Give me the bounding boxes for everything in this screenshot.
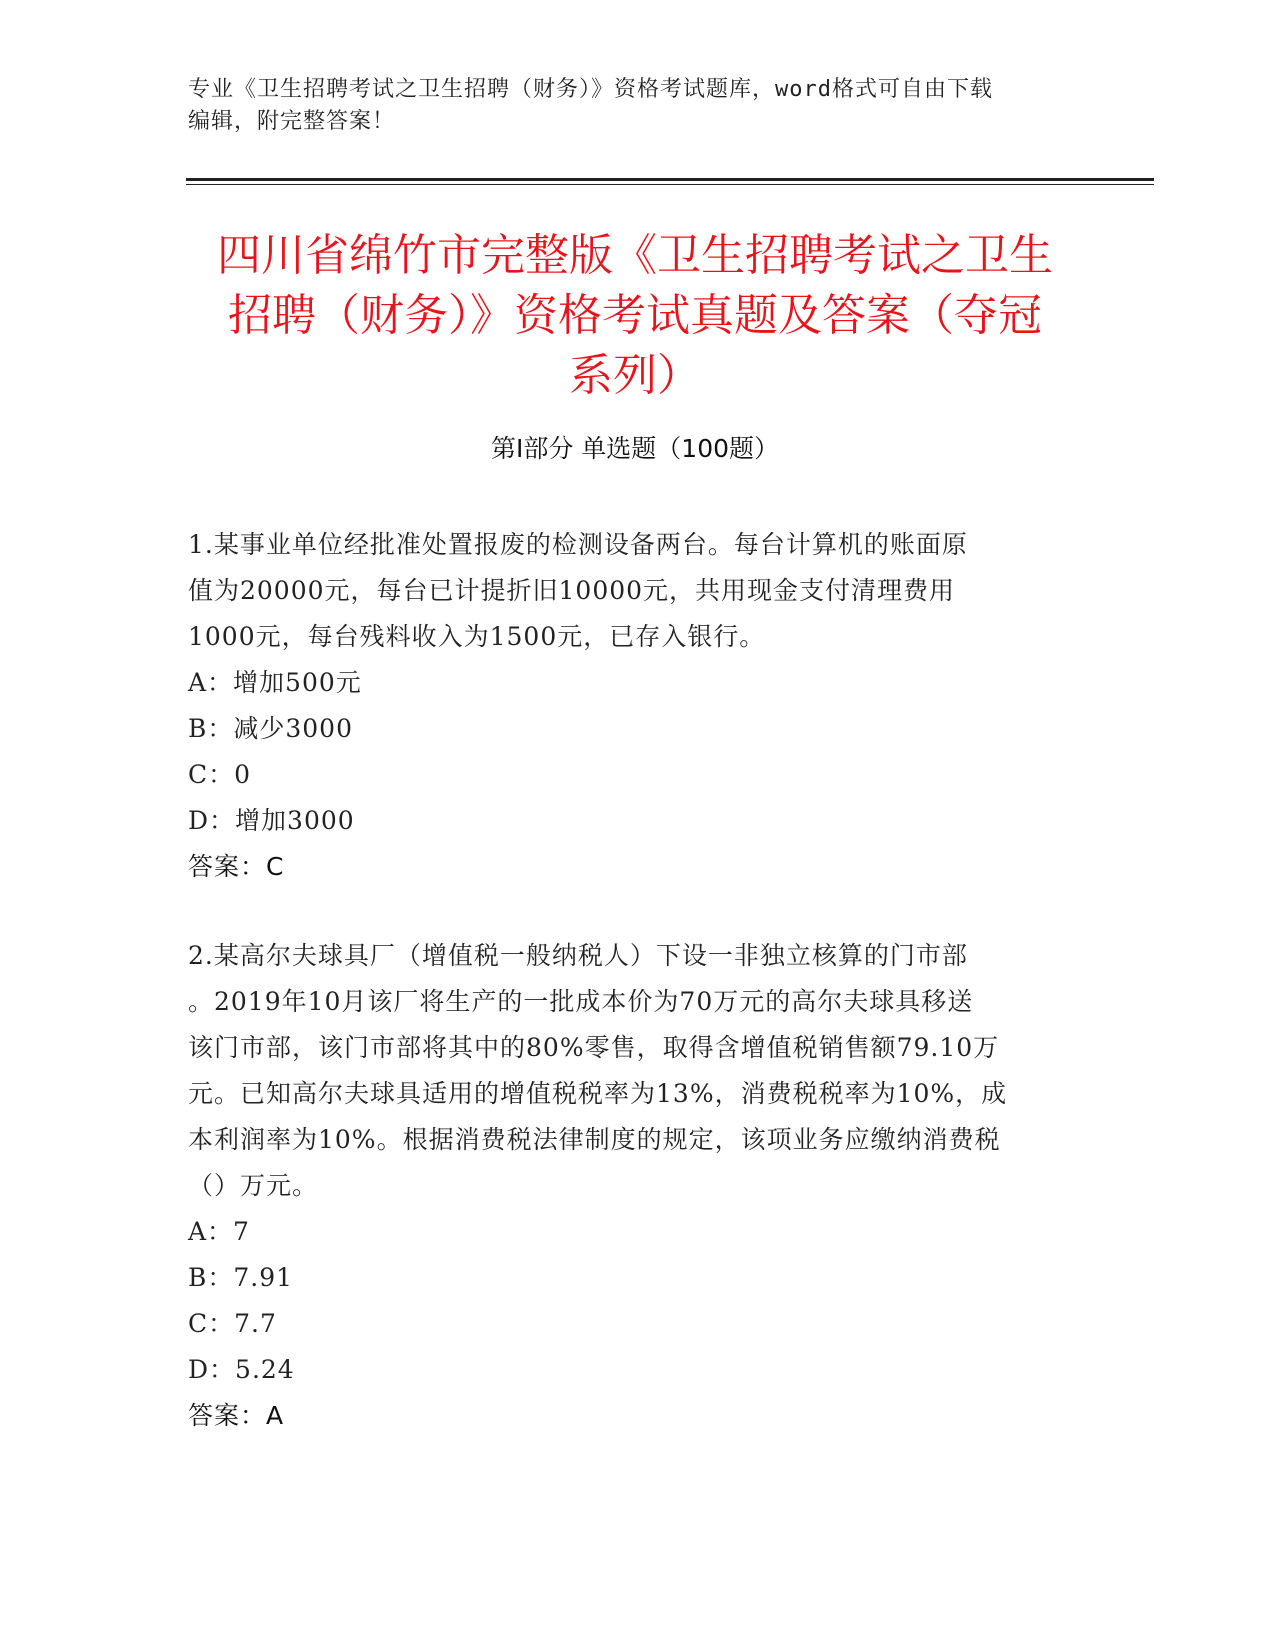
question-stem-line: 1000元，每台残料收入为1500元，已存入银行。 [188,622,766,651]
question-stem-line: 该门市部，该门市部将其中的80%零售，取得含增值税销售额79.10万 [188,1033,1000,1062]
title-line-1: 四川省绵竹市完整版《卫生招聘考试之卫生 [217,230,1053,281]
question-stem-line: 2.某高尔夫球具厂（增值税一般纳税人）下设一非独立核算的门市部 [188,941,968,970]
title-line-2: 招聘（财务）》资格考试真题及答案（夺冠 [228,290,1042,341]
question-stem-line: 1.某事业单位经批准处置报废的检测设备两台。每台计算机的账面原 [188,530,968,559]
option-b: B：减少3000 [188,714,353,743]
question-stem-line: 值为20000元，每台已计提折旧10000元，共用现金支付清理费用 [188,576,956,605]
header-divider-thin [186,184,1154,185]
header-note-line-2: 编辑，附完整答案！ [188,109,396,134]
section-title: 第Ⅰ部分 单选题（100题） [490,434,780,463]
question-1 [188,522,1088,890]
title-line-3: 系列） [569,350,701,401]
header-note-line-1: 专业《卫生招聘考试之卫生招聘（财务）》资格考试题库，word格式可自由下载 [188,77,993,102]
question-2 [188,933,1088,1439]
answer: 答案：A [188,1401,285,1430]
header-divider-thick [186,178,1154,181]
option-a: A：增加500元 [188,668,362,697]
option-b: B：7.91 [188,1263,294,1292]
option-a: A：7 [188,1217,250,1246]
header-note [188,74,1088,138]
option-d: D：5.24 [188,1355,295,1384]
answer: 答案：C [188,852,285,881]
question-stem-line: 。2019年10月该厂将生产的一批成本价为70万元的高尔夫球具移送 [188,987,974,1016]
question-stem-line: 本利润率为10%。根据消费税法律制度的规定，该项业务应缴纳消费税 [188,1125,1001,1154]
question-stem-line: （）万元。 [188,1171,319,1200]
document-title [180,226,1090,406]
option-d: D：增加3000 [188,806,355,835]
option-c: C：7.7 [188,1309,277,1338]
option-c: C：0 [188,760,252,789]
question-stem-line: 元。已知高尔夫球具适用的增值税税率为13%，消费税税率为10%，成 [188,1079,1008,1108]
